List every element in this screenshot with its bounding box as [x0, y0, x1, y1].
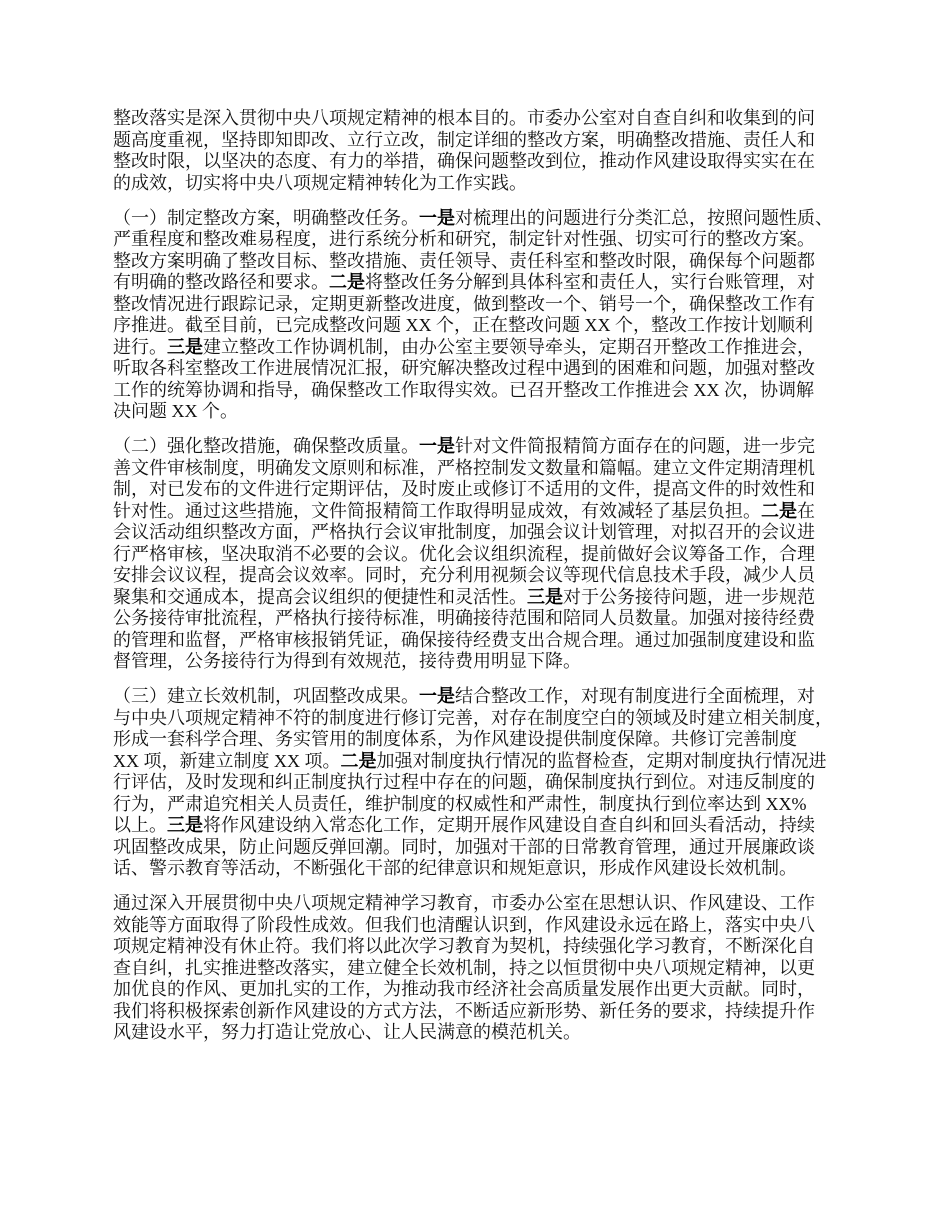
text-line: （二）强化整改措施，确保整改质量。一是针对文件简报精简方面存在的问题，进一步完 — [113, 436, 815, 456]
text-line: 行为，严肃追究相关人员责任，维护制度的权威性和严肃性，制度执行到位率达到 XX% — [113, 793, 807, 814]
text-line: 的管理和监督，严格审核报销凭证，确保接待经费支出合规合理。通过加强制度建设和监 — [113, 629, 815, 650]
enumeration-marker: 二是 — [340, 750, 377, 771]
paragraph — [113, 208, 853, 423]
text-line: 有明确的整改路径和要求。二是将整改任务分解到具体科室和责任人，实行台账管理，对 — [113, 272, 815, 292]
text-line: 的成效，切实将中央八项规定精神转化为工作实践。 — [113, 172, 527, 193]
text-line: 以上。三是将作风建设纳入常态化工作，定期开展作风建设自查自纠和回头看活动，持续 — [113, 815, 815, 835]
text-line: 聚集和交通成本，提高会议组织的便捷性和灵活性。三是对于公务接待问题，进一步规范 — [113, 586, 815, 607]
text-line: 针对性。通过这些措施，文件简报精简工作取得明显成效，有效减轻了基层负担。二是在 — [113, 500, 815, 521]
enumeration-marker: 三是 — [527, 586, 563, 607]
text-line: 行严格审核，坚决取消不必要的会议。优化会议组织流程，提前做好会议筹备工作，合理 — [113, 543, 815, 564]
text-line: 决问题 XX 个。 — [113, 401, 238, 421]
text-line: 严重程度和整改难易程度，进行系统分析和研究，制定针对性强、切实可行的整改方案。 — [113, 229, 815, 249]
text-line: 制，对已发布的文件进行定期评估，及时废止或修订不适用的文件，提高文件的时效性和 — [113, 479, 815, 499]
text-line: 与中央八项规定精神不符的制度进行修订完善，对存在制度空白的领域及时建立相关制度， — [113, 707, 833, 728]
document-page — [113, 108, 853, 1057]
text-line: 形成一套科学合理、务实管用的制度体系，为作风建设提供制度保障。共修订完善制度 — [113, 729, 797, 749]
paragraph — [113, 108, 853, 194]
paragraph — [113, 436, 853, 673]
text-line: 公务接待审批流程，严格执行接待标准，明确接待范围和陪同人员数量。加强对接待经费 — [113, 608, 815, 628]
text-line: 风建设水平，努力打造让党放心、让人民满意的模范机关。 — [113, 1022, 581, 1042]
enumeration-marker: 一是 — [419, 436, 455, 456]
text-line: 进行。三是建立整改工作协调机制，由办公室主要领导牵头，定期召开整改工作推进会， — [113, 336, 815, 357]
text-line: 整改方案明确了整改目标、整改措施、责任领导、责任科室和整改时限，确保每个问题都 — [113, 250, 815, 271]
text-line: 序推进。截至目前，已完成整改问题 XX 个，正在整改问题 XX 个，整改工作按计划顺利 — [113, 315, 813, 335]
text-line: 我们将积极探索创新作风建设的方式方法，不断适应新形势、新任务的要求，持续提升作 — [113, 1000, 815, 1021]
text-line: （一）制定整改方案，明确整改任务。一是对梳理出的问题进行分类汇总，按照问题性质、 — [113, 207, 833, 228]
enumeration-marker: 三是 — [167, 336, 203, 357]
paragraph — [113, 893, 853, 1044]
text-line: 项规定精神没有休止符。我们将以此次学习教育为契机，持续强化学习教育，不断深化自 — [113, 936, 815, 956]
text-line: 工作的统筹协调和指导，确保整改工作取得实效。已召开整改工作推进会 XX 次，协调解 — [113, 379, 814, 400]
enumeration-marker: 二是 — [329, 272, 365, 292]
text-line: 督管理，公务接待行为得到有效规范，接待费用明显下降。 — [113, 651, 581, 671]
text-line: 听取各科室整改工作进展情况汇报，研究解决整改过程中遇到的困难和问题，加强对整改 — [113, 358, 815, 378]
text-line: 通过深入开展贯彻中央八项规定精神学习教育，市委办公室在思想认识、作风建设、工作 — [113, 893, 815, 913]
text-line: （三）建立长效机制，巩固整改成果。一是结合整改工作，对现有制度进行全面梳理，对 — [113, 686, 815, 706]
text-line: 会议活动组织整改方面，严格执行会议审批制度，加强会议计划管理，对拟召开的会议进 — [113, 522, 815, 542]
text-line: 题高度重视，坚持即知即改、立行立改，制定详细的整改方案，明确整改措施、责任人和 — [113, 129, 815, 150]
enumeration-marker: 一是 — [419, 686, 455, 706]
text-line: 查自纠，扎实推进整改落实，建立健全长效机制，持之以恒贯彻中央八项规定精神，以更 — [113, 957, 815, 978]
text-line: XX 项，新建立制度 XX 项。二是加强对制度执行情况的监督检查，定期对制度执行情况进 — [113, 750, 827, 771]
enumeration-marker: 二是 — [761, 500, 797, 521]
text-line: 安排会议议程，提高会议效率。同时，充分利用视频会议等现代信息技术手段，减少人员 — [113, 565, 815, 585]
text-line: 巩固整改成果，防止问题反弹回潮。同时，加强对干部的日常教育管理，通过开展廉政谈 — [113, 836, 815, 857]
text-line: 整改时限，以坚决的态度、有力的举措，确保问题整改到位，推动作风建设取得实实在在 — [113, 151, 815, 171]
enumeration-marker: 三是 — [167, 815, 203, 835]
text-line: 效能等方面取得了阶段性成效。但我们也清醒认识到，作风建设永远在路上，落实中央八 — [113, 914, 815, 935]
enumeration-marker: 一是 — [419, 207, 455, 228]
text-line: 善文件审核制度，明确发文原则和标准，严格控制发文数量和篇幅。建立文件定期清理机 — [113, 457, 815, 478]
text-line: 整改落实是深入贯彻中央八项规定精神的根本目的。市委办公室对自查自纠和收集到的问 — [113, 108, 815, 128]
text-line: 整改情况进行跟踪记录，定期更新整改进度，做到整改一个、销号一个，确保整改工作有 — [113, 293, 815, 314]
text-line: 话、警示教育等活动，不断强化干部的纪律意识和规矩意识，形成作风建设长效机制。 — [113, 858, 797, 878]
paragraph — [113, 686, 853, 880]
text-line: 加优良的作风、更加扎实的工作，为推动我市经济社会高质量发展作出更大贡献。同时， — [113, 979, 815, 999]
text-line: 行评估，及时发现和纠正制度执行过程中存在的问题，确保制度执行到位。对违反制度的 — [113, 772, 815, 792]
